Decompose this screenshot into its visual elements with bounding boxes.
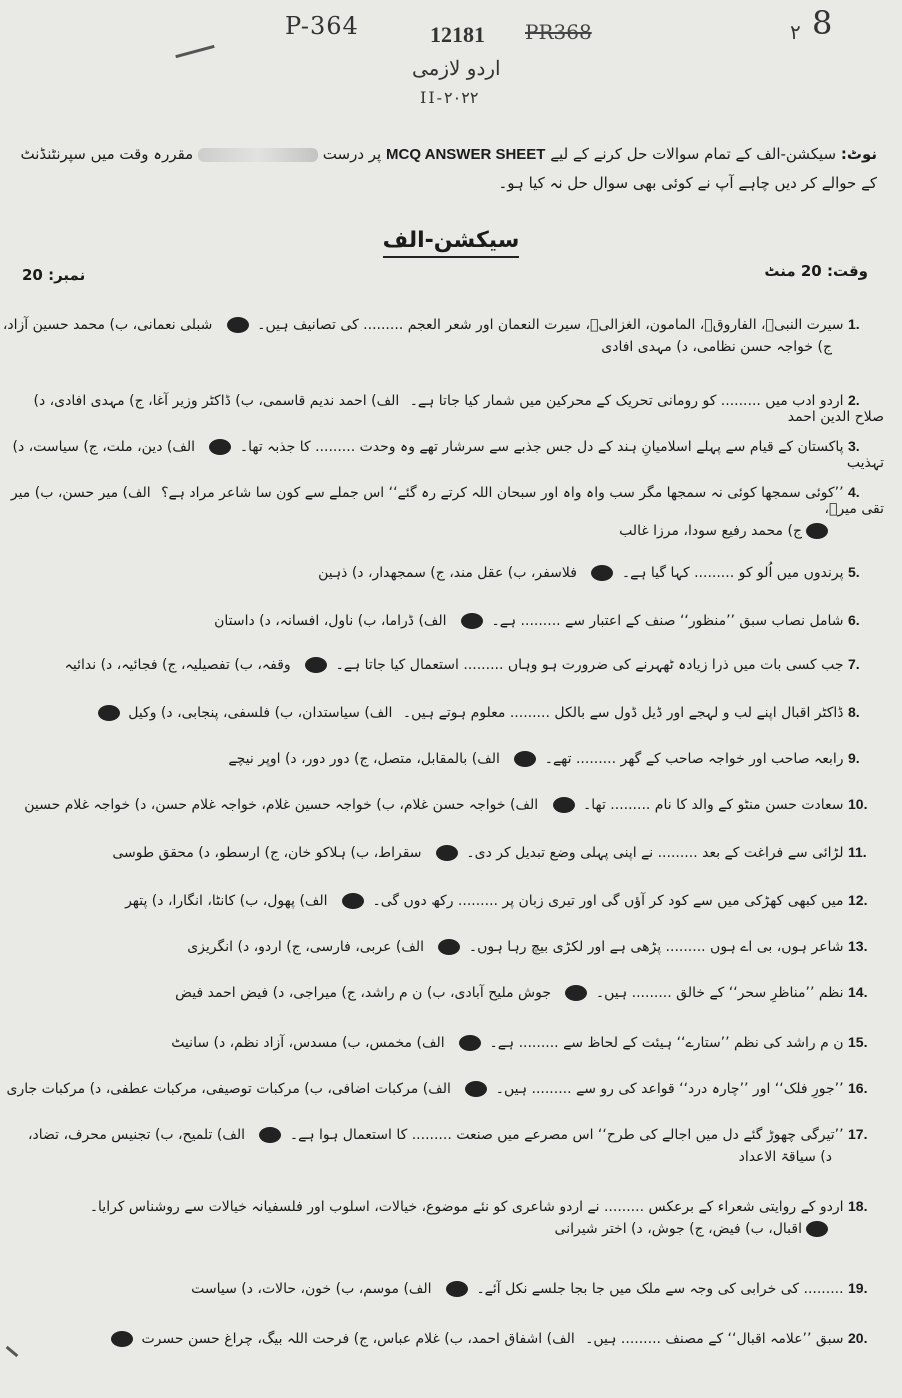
question-20: 20. سبق ’’علامہ اقبال‘‘ کے مصنف ......... ہیں۔ الف) اشفاق احمد، ب) غلام عباس، ج) فرحت اللہ بیگ، چراغ حسن حسرت bbox=[107, 1330, 884, 1347]
question-options-line2: اقبال، ب) فیض، ج) جوش، د) اختر شیرانی bbox=[90, 1221, 832, 1237]
question-options: الف) احمد ندیم قاسمی، ب) ڈاکٹر وزیر آغا، ج) مہدی افادی، د) صلاح الدین احمد bbox=[33, 393, 884, 425]
question-text: ......... کی خرابی کی وجہ سے ملک میں جا بجا جلسے نکل آئے۔ bbox=[476, 1281, 844, 1297]
stamp-sub: II-۲۰۲۲ bbox=[420, 88, 479, 107]
filled-bubble bbox=[459, 1035, 481, 1051]
note-english: MCQ ANSWER SHEET bbox=[386, 146, 546, 163]
question-text: سیرت النبیؐ، الفاروقؓ، المامون، الغزالیؒ، سیرت النعمان اور شعر العجم ......... کی تصانیف ہیں۔ bbox=[257, 317, 844, 333]
note-part1: سیکشن-الف کے تمام سوالات حل کرنے کے لیے bbox=[550, 145, 837, 163]
question-options: الف) سیاستدان، ب) فلسفی، پنجابی، د) وکیل bbox=[128, 705, 393, 721]
filled-bubble bbox=[227, 317, 249, 333]
question-7: 7. جب کسی بات میں ذرا زیادہ ٹھہرنے کی ضرورت ہو وہاں ......... استعمال کیا جاتا ہے۔ وقفہ، ب) تفصیلیہ، ج) فجائیہ، د) ندائیہ bbox=[64, 656, 860, 673]
question-13: 13. شاعر ہوں، بی اے ہوں ......... پڑھی ہے اور لکڑی بیچ رہا ہوں۔ الف) عربی، فارسی، ج) اردو، د) انگریزی bbox=[187, 938, 868, 955]
filled-bubble bbox=[438, 939, 460, 955]
page-number: ۲ bbox=[790, 20, 801, 44]
question-options: سقراط، ب) ہلاکو خان، ج) ارسطو، د) محقق طوسی bbox=[112, 845, 422, 861]
question-text: پاکستان کے قیام سے پہلے اسلامیانِ ہند کے دل جس جذبے سے سرشار تھے وہ وحدت ......... کا جذبہ تھا۔ bbox=[239, 439, 844, 455]
filled-bubble bbox=[209, 439, 231, 455]
question-text: پرندوں میں اُلو کو ......... کہا گیا ہے۔ bbox=[621, 565, 844, 581]
question-options: الف) مخمس، ب) مسدس، آزاد نظم، د) سانیٹ bbox=[171, 1035, 445, 1051]
question-6: 6. شامل نصاب سبق ’’منظور‘‘ صنف کے اعتبار سے ......... ہے۔ الف) ڈراما، ب) ناول، افسانہ، د) داستان bbox=[214, 612, 860, 629]
filled-bubble bbox=[806, 523, 828, 539]
question-5: 5. پرندوں میں اُلو کو ......... کہا گیا ہے۔ فلاسفر، ب) عقل مند، ج) سمجھدار، د) ذہین bbox=[318, 564, 860, 581]
filled-bubble bbox=[259, 1127, 281, 1143]
page-mark: 8 bbox=[812, 4, 833, 42]
filled-bubble bbox=[111, 1331, 133, 1347]
question-options: الف) موسم، ب) خون، حالات، د) سیاست bbox=[191, 1281, 432, 1297]
question-options: الف) بالمقابل، متصل، ج) دور دور، د) اوپر نیچے bbox=[228, 751, 500, 767]
instruction-note bbox=[17, 140, 877, 197]
total-marks: نمبر: 20 bbox=[22, 266, 86, 284]
question-19: 19. ......... کی خرابی کی وجہ سے ملک میں جا بجا جلسے نکل آئے۔ الف) موسم، ب) خون، حالات، د) سیاست bbox=[191, 1280, 868, 1297]
question-9: 9. رابعہ صاحب اور خواجہ صاحب کے گھر ......... تھے۔ الف) بالمقابل، متصل، ج) دور دور، د) اوپر نیچے bbox=[228, 750, 860, 767]
question-options-line2: د) سیاقۃ الاعداد bbox=[738, 1149, 832, 1165]
question-options-line2: ج) محمد رفیع سودا، مرزا غالب bbox=[0, 523, 832, 539]
question-4: 4. ’’کوئی سمجھا کوئی نہ سمجھا مگر سب واہ واہ اور سبحان اللہ کرتے رہ گئے‘‘ اس جملے سے کون سا شاعر مراد ہے؟ الف) میر حسن، ب) میر تقی میرؔ، ج) محمد رفیع سودا، مرزا غالب bbox=[0, 484, 884, 539]
filled-bubble bbox=[446, 1281, 468, 1297]
filled-bubble bbox=[514, 751, 536, 767]
smudge bbox=[198, 148, 318, 162]
note-line2: کے حوالے کر دیں چاہے آپ نے کوئی بھی سوال حل نہ کیا ہو۔ bbox=[498, 174, 877, 192]
question-text: اردو ادب میں ......... کو رومانی تحریک کے محرکین میں شمار کیا جاتا ہے۔ bbox=[409, 393, 844, 409]
question-options: الف) عربی، فارسی، ج) اردو، د) انگریزی bbox=[187, 939, 425, 955]
subject-stamp: اردو لازمی bbox=[412, 56, 501, 80]
filled-bubble bbox=[98, 705, 120, 721]
section-title: سیکشن-الف bbox=[0, 228, 902, 253]
question-options: الف) مرکبات اضافی، ب) مرکبات توصیفی، مرکبات عطفی، د) مرکبات جاری bbox=[6, 1081, 451, 1097]
margin-mark bbox=[6, 1346, 19, 1357]
question-options: جوش ملیح آبادی، ب) ن م راشد، ج) میراجی، د) فیض احمد فیض bbox=[175, 985, 552, 1001]
question-options: الف) پھول، ب) کانٹا، انگارا، د) پتھر bbox=[125, 893, 328, 909]
question-options: فلاسفر، ب) عقل مند، ج) سمجھدار، د) ذہین bbox=[318, 565, 577, 581]
question-options: وقفہ، ب) تفصیلیہ، ج) فجائیہ، د) ندائیہ bbox=[64, 657, 291, 673]
filled-bubble bbox=[461, 613, 483, 629]
question-text: سعادت حسن منٹو کے والد کا نام ......... تھا۔ bbox=[583, 797, 844, 813]
filled-bubble bbox=[553, 797, 575, 813]
note-part2: پر درست bbox=[322, 145, 382, 163]
question-text: اردو کے روایتی شعراء کے برعکس ......... نے اردو شاعری کو نئے موضوع، خیالات، اسلوب اور فلسفیانہ خیالات سے روشناس کرایا۔ bbox=[89, 1199, 844, 1215]
question-options: الف) تلمیح، ب) تجنیس محرف، تضاد، bbox=[28, 1127, 246, 1143]
question-text: ’’کوئی سمجھا کوئی نہ سمجھا مگر سب واہ واہ اور سبحان اللہ کرتے رہ گئے‘‘ اس جملے سے کون سا شاعر مراد ہے؟ bbox=[161, 485, 844, 501]
filled-bubble bbox=[591, 565, 613, 581]
question-options-line2: ج) خواجہ حسن نظامی، د) مہدی افادی bbox=[601, 339, 832, 355]
question-options: الف) خواجہ حسن غلام، ب) خواجہ حسین غلام، خواجہ غلام حسن، د) خواجہ غلام حسین bbox=[24, 797, 539, 813]
question-text: ’’جورِ فلک‘‘ اور ’’چارہ درد‘‘ قواعد کی رو سے ......... ہیں۔ bbox=[495, 1081, 844, 1097]
question-options: الف) دین، ملت، ج) سیاست، د) تہذیب bbox=[12, 439, 884, 471]
question-10: 10. سعادت حسن منٹو کے والد کا نام ......... تھا۔ الف) خواجہ حسن غلام، ب) خواجہ حسین غلام، خواجہ غلام حسن، د) خواجہ غلام حسین bbox=[24, 796, 868, 813]
question-text: شامل نصاب سبق ’’منظور‘‘ صنف کے اعتبار سے ......... ہے۔ bbox=[491, 613, 844, 629]
filled-bubble bbox=[465, 1081, 487, 1097]
question-2: 2. اردو ادب میں ......... کو رومانی تحریک کے محرکین میں شمار کیا جاتا ہے۔ الف) احمد ندیم قاسمی، ب) ڈاکٹر وزیر آغا، ج) مہدی افادی، د) صلاح الدین احمد bbox=[33, 392, 884, 425]
filled-bubble bbox=[565, 985, 587, 1001]
question-1: 1. سیرت النبیؐ، الفاروقؓ، المامون، الغزالیؒ، سیرت النعمان اور شعر العجم ......... کی تصانیف ہیں۔ شبلی نعمانی، ب) محمد حسین آزاد، ج) خواجہ حسن نظامی، د) مہدی افادی bbox=[2, 316, 860, 355]
question-17: 17. ’’تیرگی چھوڑ گئے دل میں اجالے کی طرح‘‘ اس مصرعے میں صنعت ......... کا استعمال ہوا ہے۔ الف) تلمیح، ب) تجنیس محرف، تضاد، د) سیاقۃ الاعداد bbox=[28, 1126, 868, 1165]
question-text: لڑائی سے فراغت کے بعد ......... نے اپنی پہلی وضع تبدیل کر دی۔ bbox=[466, 845, 844, 861]
question-16: 16. ’’جورِ فلک‘‘ اور ’’چارہ درد‘‘ قواعد کی رو سے ......... ہیں۔ الف) مرکبات اضافی، ب) مرکبات توصیفی، مرکبات عطفی، د) مرکبات جاری bbox=[6, 1080, 868, 1097]
filled-bubble bbox=[806, 1221, 828, 1237]
question-18: 18. اردو کے روایتی شعراء کے برعکس ......... نے اردو شاعری کو نئے موضوع، خیالات، اسلوب اور فلسفیانہ خیالات سے روشناس کرایا۔ اقبال، ب) فیض، ج) جوش، د) اختر شیرانی bbox=[89, 1198, 868, 1237]
filled-bubble bbox=[305, 657, 327, 673]
paper-code-struck: PR368 bbox=[525, 20, 592, 44]
question-text: ڈاکٹر اقبال اپنے لب و لہجے اور ڈیل ڈول سے بالکل ......... معلوم ہوتے ہیں۔ bbox=[402, 705, 844, 721]
question-options: الف) اشفاق احمد، ب) غلام عباس، ج) فرحت اللہ بیگ، چراغ حسن حسرت bbox=[141, 1331, 575, 1347]
question-options: الف) ڈراما، ب) ناول، افسانہ، د) داستان bbox=[214, 613, 447, 629]
question-text: ’’تیرگی چھوڑ گئے دل میں اجالے کی طرح‘‘ اس مصرعے میں صنعت ......... کا استعمال ہوا ہے۔ bbox=[289, 1127, 844, 1143]
question-text: نظم ’’مناظرِ سحر‘‘ کے خالق ......... ہیں۔ bbox=[595, 985, 844, 1001]
pen-mark bbox=[175, 45, 214, 58]
question-options: الف) میر حسن، ب) میر تقی میرؔ، bbox=[10, 485, 884, 517]
question-text: رابعہ صاحب اور خواجہ صاحب کے گھر ......... تھے۔ bbox=[544, 751, 844, 767]
question-3: 3. پاکستان کے قیام سے پہلے اسلامیانِ ہند کے دل جس جذبے سے سرشار تھے وہ وحدت ......... کا جذبہ تھا۔ الف) دین، ملت، ج) سیاست، د) تہذیب bbox=[12, 438, 884, 471]
question-text: ن م راشد کی نظم ’’ستارے‘‘ ہیئت کے لحاظ سے ......... ہے۔ bbox=[489, 1035, 844, 1051]
question-14: 14. نظم ’’مناظرِ سحر‘‘ کے خالق ......... ہیں۔ جوش ملیح آبادی، ب) ن م راشد، ج) میراجی، د) فیض احمد فیض bbox=[175, 984, 868, 1001]
question-15: 15. ن م راشد کی نظم ’’ستارے‘‘ ہیئت کے لحاظ سے ......... ہے۔ الف) مخمس، ب) مسدس، آزاد نظم، د) سانیٹ bbox=[171, 1034, 868, 1051]
note-part3: مقررہ وقت میں سپرنٹنڈنٹ bbox=[20, 145, 194, 163]
filled-bubble bbox=[436, 845, 458, 861]
filled-bubble bbox=[342, 893, 364, 909]
question-text: شاعر ہوں، بی اے ہوں ......... پڑھی ہے اور لکڑی بیچ رہا ہوں۔ bbox=[468, 939, 844, 955]
handwritten-id: P-364 bbox=[285, 12, 359, 40]
question-11: 11. لڑائی سے فراغت کے بعد ......... نے اپنی پہلی وضع تبدیل کر دی۔ سقراط، ب) ہلاکو خان، ج) ارسطو، د) محقق طوسی bbox=[112, 844, 867, 861]
question-12: 12. میں کبھی کھڑکی میں سے کود کر آؤں گی اور تیری زبان پر ......... رکھ دوں گی۔ الف) پھول، ب) کانٹا، انگارا، د) پتھر bbox=[125, 892, 868, 909]
time-allowed: وقت: 20 منٹ bbox=[764, 262, 868, 280]
question-text: سبق ’’علامہ اقبال‘‘ کے مصنف ......... ہیں۔ bbox=[585, 1331, 844, 1347]
question-text: جب کسی بات میں ذرا زیادہ ٹھہرنے کی ضرورت ہو وہاں ......... استعمال کیا جاتا ہے۔ bbox=[335, 657, 844, 673]
question-options: شبلی نعمانی، ب) محمد حسین آزاد، bbox=[2, 317, 213, 333]
question-8: 8. ڈاکٹر اقبال اپنے لب و لہجے اور ڈیل ڈول سے بالکل ......... معلوم ہوتے ہیں۔ الف) سیاستدان، ب) فلسفی، پنجابی، د) وکیل bbox=[94, 704, 884, 721]
question-text: میں کبھی کھڑکی میں سے کود کر آؤں گی اور تیری زبان پر ......... رکھ دوں گی۔ bbox=[372, 893, 844, 909]
paper-code: 12181 bbox=[430, 22, 485, 47]
note-label: نوٹ: bbox=[840, 145, 877, 163]
